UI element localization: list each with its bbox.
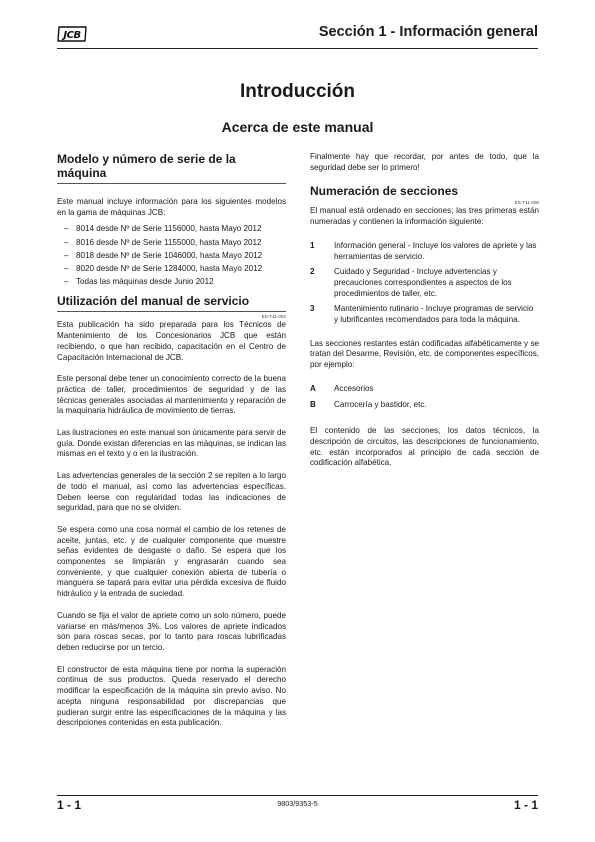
section-title: Sección 1 - Información general	[318, 24, 538, 40]
heading-model-serial: Modelo y número de serie de la máquina	[57, 152, 236, 180]
page-subtitle: Acerca de este manual	[221, 119, 374, 135]
numbered-item	[310, 304, 539, 325]
heading-manual-usage: Utilización del manual de servicio	[57, 294, 250, 309]
item-text: Accesorios	[334, 383, 374, 393]
model-list	[57, 222, 286, 288]
jcb-logo-mark	[57, 26, 87, 42]
page-number-left: 1 - 1	[57, 798, 82, 812]
page-title: Introducción	[239, 81, 356, 102]
header-divider	[57, 48, 538, 49]
safety-reminder-text: Finalmente hay que recordar, por antes de todo, que la seguridad debe ser lo primero!	[310, 152, 539, 172]
item-letter: B	[310, 399, 316, 409]
list-item: – 8020 desde Nº de Serie 1284000, hasta Mayo 2012	[57, 262, 286, 275]
paragraph: Las advertencias generales de la sección 2 se repiten a lo largo de todo el manual, así como las advertencias específicas. Deben leerse con regularidad todas las indicaciones de seguridad, para que no se olviden.	[57, 471, 286, 513]
lettered-item	[310, 384, 539, 395]
item-number: 1	[310, 240, 315, 250]
lettered-item	[310, 400, 539, 411]
reference-code: ES-T11-004	[261, 314, 286, 320]
item-text: Carrocería y bastidor, etc.	[334, 399, 427, 409]
heading-section-numbering: Numeración de secciones	[310, 184, 459, 199]
sections-intro-text: El manual está ordenado en secciones; las tres primeras están numeradas y contienen la información siguiente:	[310, 206, 539, 227]
paragraph: Este personal debe tener un conocimiento correcto de la buena práctica de taller, procedimientos de seguridad y de las técnicas generales asociadas al mantenimiento y reparación de la maquinaria hidráulica de movimiento de tierras.	[57, 374, 286, 416]
paragraph: Las ilustraciones en este manual son únicamente para servir de guía. Donde existan diferencias en las máquinas, se indican las mismas en el texto y o en la ilustración.	[57, 428, 287, 459]
jcb-logo	[57, 26, 87, 42]
numbered-item	[310, 267, 539, 299]
paragraph: El constructor de esta máquina tiene por norma la superación continua de sus productos. Queda reservado el derecho modificar la especificación de la máquina sin previo aviso. No acepta ninguna responsabilidad por discrepancias que pudieran surgir entre las especificaciones de la máquina y las descripciones contenidas en esta publicación.	[57, 664, 286, 728]
list-item: – 8014 desde Nº de Serie 1156000, hasta Mayo 2012	[57, 222, 286, 235]
svg-text:JCB: JCB	[63, 30, 81, 41]
footer-divider	[57, 795, 538, 796]
heading-rule	[57, 311, 286, 312]
item-text: Mantenimiento rutinario - Incluye programas de servicio y lubrificantes recomendados para toda la máquina.	[334, 304, 534, 325]
item-number: 2	[310, 267, 315, 277]
remaining-sections-text: Las secciones restantes están codificadas alfabéticamente y se tratan del Desarme, Revisión, etc. de componentes específicos, por ejemplo:	[310, 338, 539, 370]
numbered-item	[310, 241, 539, 262]
paragraph: Se espera como una cosa normal el cambio de los retenes de aceite, juntas, etc. y de cualquier componente que muestre señas evidentes de desgaste o daño. Se espera que los componentes se limpiarán y engrasarán cuando sea conveniente, y que cualquier conexión abierta de tubería o manguera se tapará para evitar una pérdida excesiva de fluido hidráulico y la entrada de suciedad.	[57, 524, 286, 599]
reference-code: ES-T11-005	[514, 200, 539, 206]
list-item: – 8018 desde Nº de Serie 1046000, hasta Mayo 2012	[57, 249, 286, 262]
list-item: – 8016 desde Nº de Serie 1155000, hasta Mayo 2012	[57, 236, 286, 249]
document-number: 9803/9353-5	[277, 799, 318, 808]
right-column	[310, 152, 539, 469]
list-item: – Todas las máquinas desde Junio 2012	[57, 275, 286, 288]
item-text: Cuidado y Seguridad - Incluye advertencias y precauciones correspondientes a aspectos de los procedimientos de taller, etc.	[334, 267, 512, 298]
left-column	[57, 152, 286, 729]
paragraph: Esta publicación ha sido preparada para los Técnicos de Mantenimiento de los Concesionarios JCB que están recibiendo, o que han recibido, capacitación en el Centro de Capacitación Internacional de JCB.	[57, 320, 286, 362]
item-text: Información general - Incluye los valores de apriete y las herramientas de servicio.	[334, 240, 537, 261]
model-intro-text: Este manual incluye información para los siguientes modelos en la gama de máquinas JCB:	[57, 197, 286, 217]
paragraph: Cuando se fija el valor de apriete como un solo número, puede variarse en más/menos 3%. Los valores de apriete indicados son para roscas secas, por lo tanto para roscas lubrificadas deben reducirse por un tercio.	[57, 610, 286, 652]
page-number-right: 1 - 1	[513, 798, 538, 812]
item-number: 3	[310, 304, 315, 314]
closing-text: El contenido de las secciones, los datos técnicos, la descripción de circuitos, las descripciones de funcionamiento, etc. están incorporados al principio de cada sección de codificación alfabética.	[310, 426, 539, 468]
item-letter: A	[310, 383, 316, 393]
